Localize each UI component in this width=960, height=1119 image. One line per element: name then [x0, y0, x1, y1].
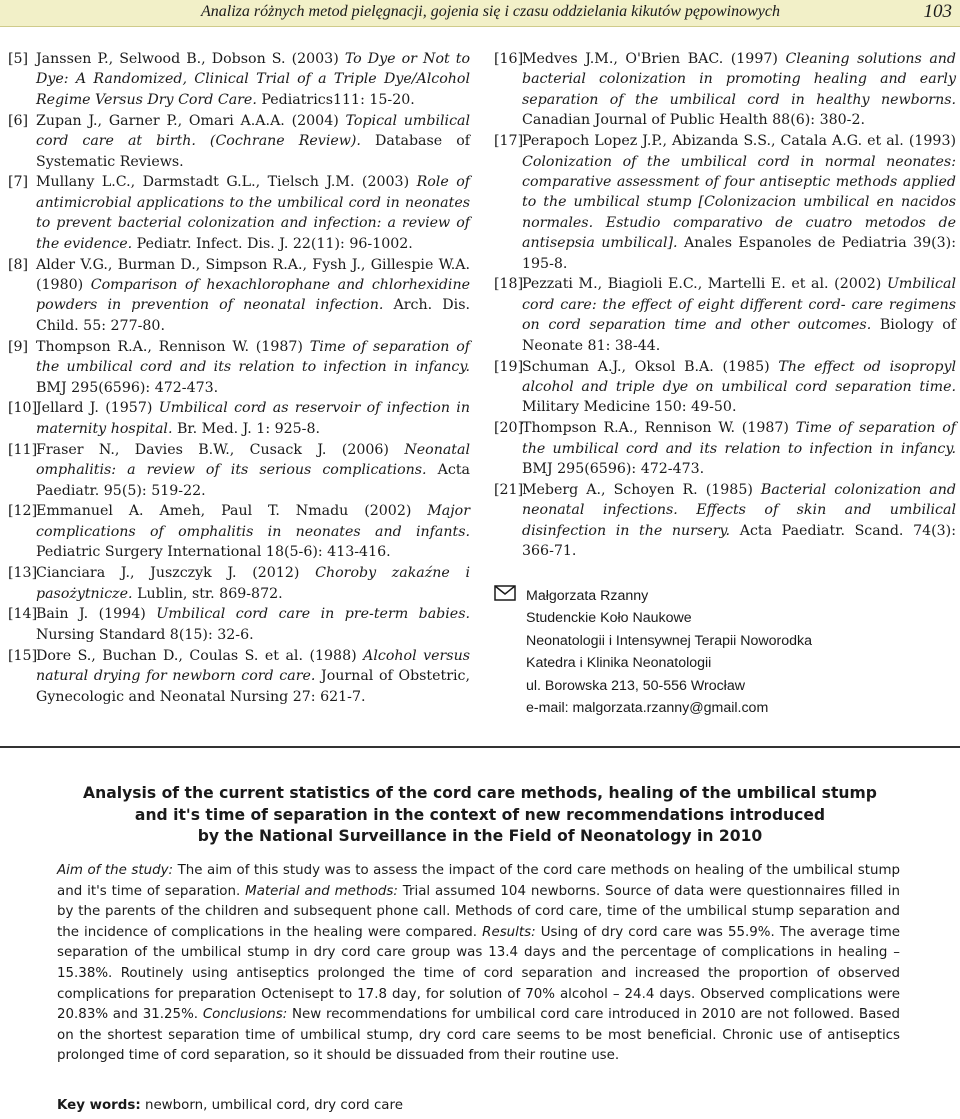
reference-item: [494, 49, 956, 131]
reference-authors: Perapoch Lopez J.P., Abizanda S.S., Catala A.G. et al. (1993): [522, 133, 956, 150]
reference-number: [19]: [494, 358, 524, 375]
abstract-title-line: by the National Surveillance in the Field of Neonatology in 2010: [197, 827, 763, 846]
reference-source: Pediatr. Infect. Dis. J. 22(11): 96-1002.: [132, 235, 413, 252]
reference-item: [494, 418, 956, 479]
reference-item: [8, 501, 470, 562]
reference-number: [9]: [8, 338, 29, 355]
aim-label: Aim of the study:: [57, 863, 174, 878]
contact-lines: [526, 585, 812, 719]
reference-authors: Bain J. (1994): [36, 606, 157, 623]
abstract-body: [57, 861, 900, 1067]
reference-title: Role of antimicrobial applications to the umbilical cord in neonates to prevent bacterial colonization and infection: a review of the evidence.: [36, 174, 470, 252]
page-number: 103: [923, 1, 952, 22]
contact-line: Neonatologii i Intensywnej Terapii Noworodka: [526, 632, 813, 649]
reference-title: Neonatal omphalitis: a review of its serious complications.: [36, 441, 470, 479]
reference-number: [16]: [494, 51, 524, 67]
references-left-column: [8, 49, 470, 708]
reference-source: Canadian Journal of Public Health 88(6): 380-2.: [522, 112, 865, 129]
reference-source: Acta Paediatr. 95(5): 519-22.: [36, 462, 470, 499]
contact-line: Małgorzata Rzanny: [526, 588, 649, 604]
reference-title: Choroby zakaźne i pasożytnicze.: [36, 565, 470, 602]
keywords-text: newborn, umbilical cord, dry cord care: [140, 1098, 403, 1113]
reference-number: [7]: [8, 174, 29, 191]
reference-title: Umbilical cord care: the effect of eight different cord- care regimens on cord separation time and other outcomes.: [522, 276, 956, 334]
reference-title: Cleaning solutions and bacterial colonization in promoting healing and early separation of the umbilical cord in healthy newborns.: [522, 51, 957, 108]
header-title: Analiza różnych metod pielęgnacji, gojenia się i czasu oddzielania kikutów pępowinowych: [200, 3, 780, 20]
reference-item: [8, 111, 470, 172]
reference-item: [8, 604, 470, 645]
reference-source: Arch. Dis. Child. 55: 277-80.: [36, 297, 470, 334]
results-text: Using of dry cord care was 55.9%. The average time separation of the umbilical stump in dry cord care group was 13.4 days and the percentage of complications in healing – 15.38%. Routinely using antiseptics prolonged the time of cord separation and increased the proportion of observed complications for preparation Octenisept to 17.8 day, for solution of 70% alcohol – 24.4 days. Observed complications were 20.83% and 31.25%.: [57, 924, 900, 1023]
reference-number: [6]: [8, 112, 29, 129]
reference-authors: Alder V.G., Burman D., Simpson R.A., Fysh J., Gillespie W.A. (1980): [36, 256, 470, 293]
reference-source: Military Medicine 150: 49-50.: [522, 399, 737, 416]
reference-source: Lublin, str. 869-872.: [132, 585, 283, 602]
reference-authors: Fraser N., Davies B.W., Cusack J. (2006): [36, 441, 405, 458]
reference-item: [494, 480, 956, 562]
reference-title: Umbilical cord as reservoir of infection in maternity hospital.: [36, 400, 470, 437]
reference-title: Alcohol versus natural drying for newborn cord care.: [36, 647, 470, 685]
reference-authors: Emmanuel A. Ameh, Paul T. Nmadu (2002): [36, 503, 428, 520]
reference-number: [17]: [494, 133, 524, 150]
reference-item: [8, 172, 470, 254]
reference-title: To Dye or Not to Dye: A Randomized, Clinical Trial of a Triple Dye/Alcohol Regime Versus Dry Cord Care.: [36, 51, 470, 108]
reference-authors: Zupan J., Garner P., Omari A.A.A. (2004): [36, 112, 346, 129]
reference-item: [8, 49, 470, 110]
reference-number: [14]: [8, 606, 38, 623]
reference-number: [12]: [8, 503, 38, 520]
reference-authors: Meberg A., Schoyen R. (1985): [522, 482, 761, 499]
reference-title: Comparison of hexachlorophane and chlorhexidine powders in prevention of neonatal infection.: [36, 276, 471, 314]
contact-line: Katedra i Klinika Neonatologii: [526, 655, 712, 672]
reference-source: Database of Systematic Reviews.: [36, 133, 470, 170]
reference-source: Biology of Neonate 81: 38-44.: [522, 317, 956, 354]
reference-source: Anales Espanoles de Pediatria 39(3): 195-8.: [522, 235, 957, 272]
reference-number: [13]: [8, 565, 38, 582]
reference-number: [10]: [8, 400, 38, 417]
reference-number: [18]: [494, 276, 524, 293]
reference-authors: Cianciara J., Juszczyk J. (2012): [36, 565, 316, 582]
reference-authors: Mullany L.C., Darmstadt G.L., Tielsch J.M. (2003): [36, 174, 417, 191]
abstract-title-line: and it's time of separation in the context of new recommendations introduced: [134, 805, 826, 824]
reference-authors: Thompson R.A., Rennison W. (1987): [522, 420, 796, 437]
reference-title: Major complications of omphalitis in neonates and infants.: [36, 503, 470, 540]
reference-authors: Schuman A.J., Oksol B.A. (1985): [522, 358, 779, 375]
reference-source: BMJ 295(6596): 472-473.: [522, 461, 705, 478]
reference-item: [494, 274, 956, 356]
reference-authors: Dore S., Buchan D., Coulas S. et al. (1988): [36, 647, 364, 664]
reference-authors: Medves J.M., O'Brien BAC. (1997): [522, 51, 786, 67]
aim-text: The aim of this study was to assess the impact of the cord care methods on healing of the umbilical stump and it's time of separation.: [57, 863, 901, 899]
reference-source: Acta Paediatr. Scand. 74(3): 366-71.: [522, 522, 957, 560]
abstract-title: [40, 783, 920, 848]
reference-source: Pediatric Surgery International 18(5-6): 413-416.: [36, 544, 391, 561]
reference-item: [8, 398, 470, 439]
abstract-title-line: Analysis of the current statistics of the cord care methods, healing of the umbilical stump: [83, 784, 877, 802]
methods-text: Trial assumed 104 newborns. Source of data were questionnaires filled in by the parents of the children and subsequent phone call. Methods of cord care, time of the umbilical stump separation and the incidence of complications in the healing were compared.: [57, 883, 900, 940]
keywords: [57, 1098, 900, 1113]
reference-item: [494, 357, 956, 418]
reference-title: Time of separation of the umbilical cord and its relation to infection in infancy.: [36, 338, 470, 376]
contact-line: e-mail: malgorzata.rzanny@gmail.com: [526, 700, 769, 717]
reference-source: BMJ 295(6596): 472-473.: [36, 379, 219, 396]
contact-line: Studenckie Koło Naukowe: [526, 610, 692, 627]
reference-number: [20]: [494, 420, 524, 437]
keywords-label: Key words:: [57, 1098, 141, 1113]
reference-title: Colonization of the umbilical cord in normal neonates: comparative assessment of four antiseptic methods applied to the umbilical stump [Colonizacion umbilical en nacidos normales. Estudio comparativo de cuatro metodos de antisepsia umbilical].: [522, 153, 956, 252]
references-right-column: [494, 49, 956, 562]
reference-title: The effect od isopropyl alcohol and triple dye on umbilical cord separation time.: [522, 358, 956, 395]
conclusions-label: Conclusions:: [202, 1007, 288, 1023]
reference-number: [5]: [8, 51, 29, 67]
reference-source: Pediatrics111: 15-20.: [256, 91, 415, 108]
reference-authors: Janssen P., Selwood B., Dobson S. (2003): [36, 51, 345, 67]
reference-source: Br. Med. J. 1: 925-8.: [172, 420, 321, 437]
reference-item: [8, 646, 470, 707]
reference-item: [8, 440, 470, 501]
envelope-icon: [494, 585, 516, 608]
reference-item: [8, 255, 470, 337]
reference-title: Umbilical cord care in pre-term babies.: [156, 606, 470, 623]
reference-number: [21]: [494, 482, 524, 499]
running-header: [0, 0, 960, 27]
reference-source: Journal of Obstetric, Gynecologic and Neonatal Nursing 27: 621-7.: [36, 668, 471, 705]
reference-number: [15]: [8, 647, 38, 664]
contact-line: ul. Borowska 213, 50-556 Wrocław: [526, 677, 745, 694]
section-divider: [0, 746, 960, 748]
reference-number: [8]: [8, 256, 29, 273]
reference-item: [8, 337, 470, 398]
reference-title: Time of separation of the umbilical cord and its relation to infection in infancy.: [522, 420, 956, 457]
results-label: Results:: [482, 924, 536, 940]
methods-label: Material and methods:: [245, 883, 398, 899]
reference-title: Bacterial colonization and neonatal infections. Effects of skin and umbilical disinfection in the nursery.: [522, 482, 956, 539]
conclusions-text: New recommendations for umbilical cord care introduced in 2010 are not followed. Based on the shortest separation time of umbilical stump, dry cord care seems to be most beneficial. Chronic use of antiseptics prolonged time of cord separation, so it should be dissuaded from their routine use.: [57, 1007, 900, 1064]
reference-number: [11]: [8, 441, 38, 458]
reference-authors: Pezzati M., Biagioli E.C., Martelli E. et al. (2002): [522, 276, 887, 293]
reference-authors: Thompson R.A., Rennison W. (1987): [36, 338, 310, 355]
reference-item: [494, 131, 956, 274]
reference-title: Topical umbilical cord care at birth. (Cochrane Review).: [36, 112, 471, 150]
reference-authors: Jellard J. (1957): [36, 400, 159, 417]
reference-item: [8, 563, 470, 604]
reference-source: Nursing Standard 8(15): 32-6.: [36, 626, 254, 643]
